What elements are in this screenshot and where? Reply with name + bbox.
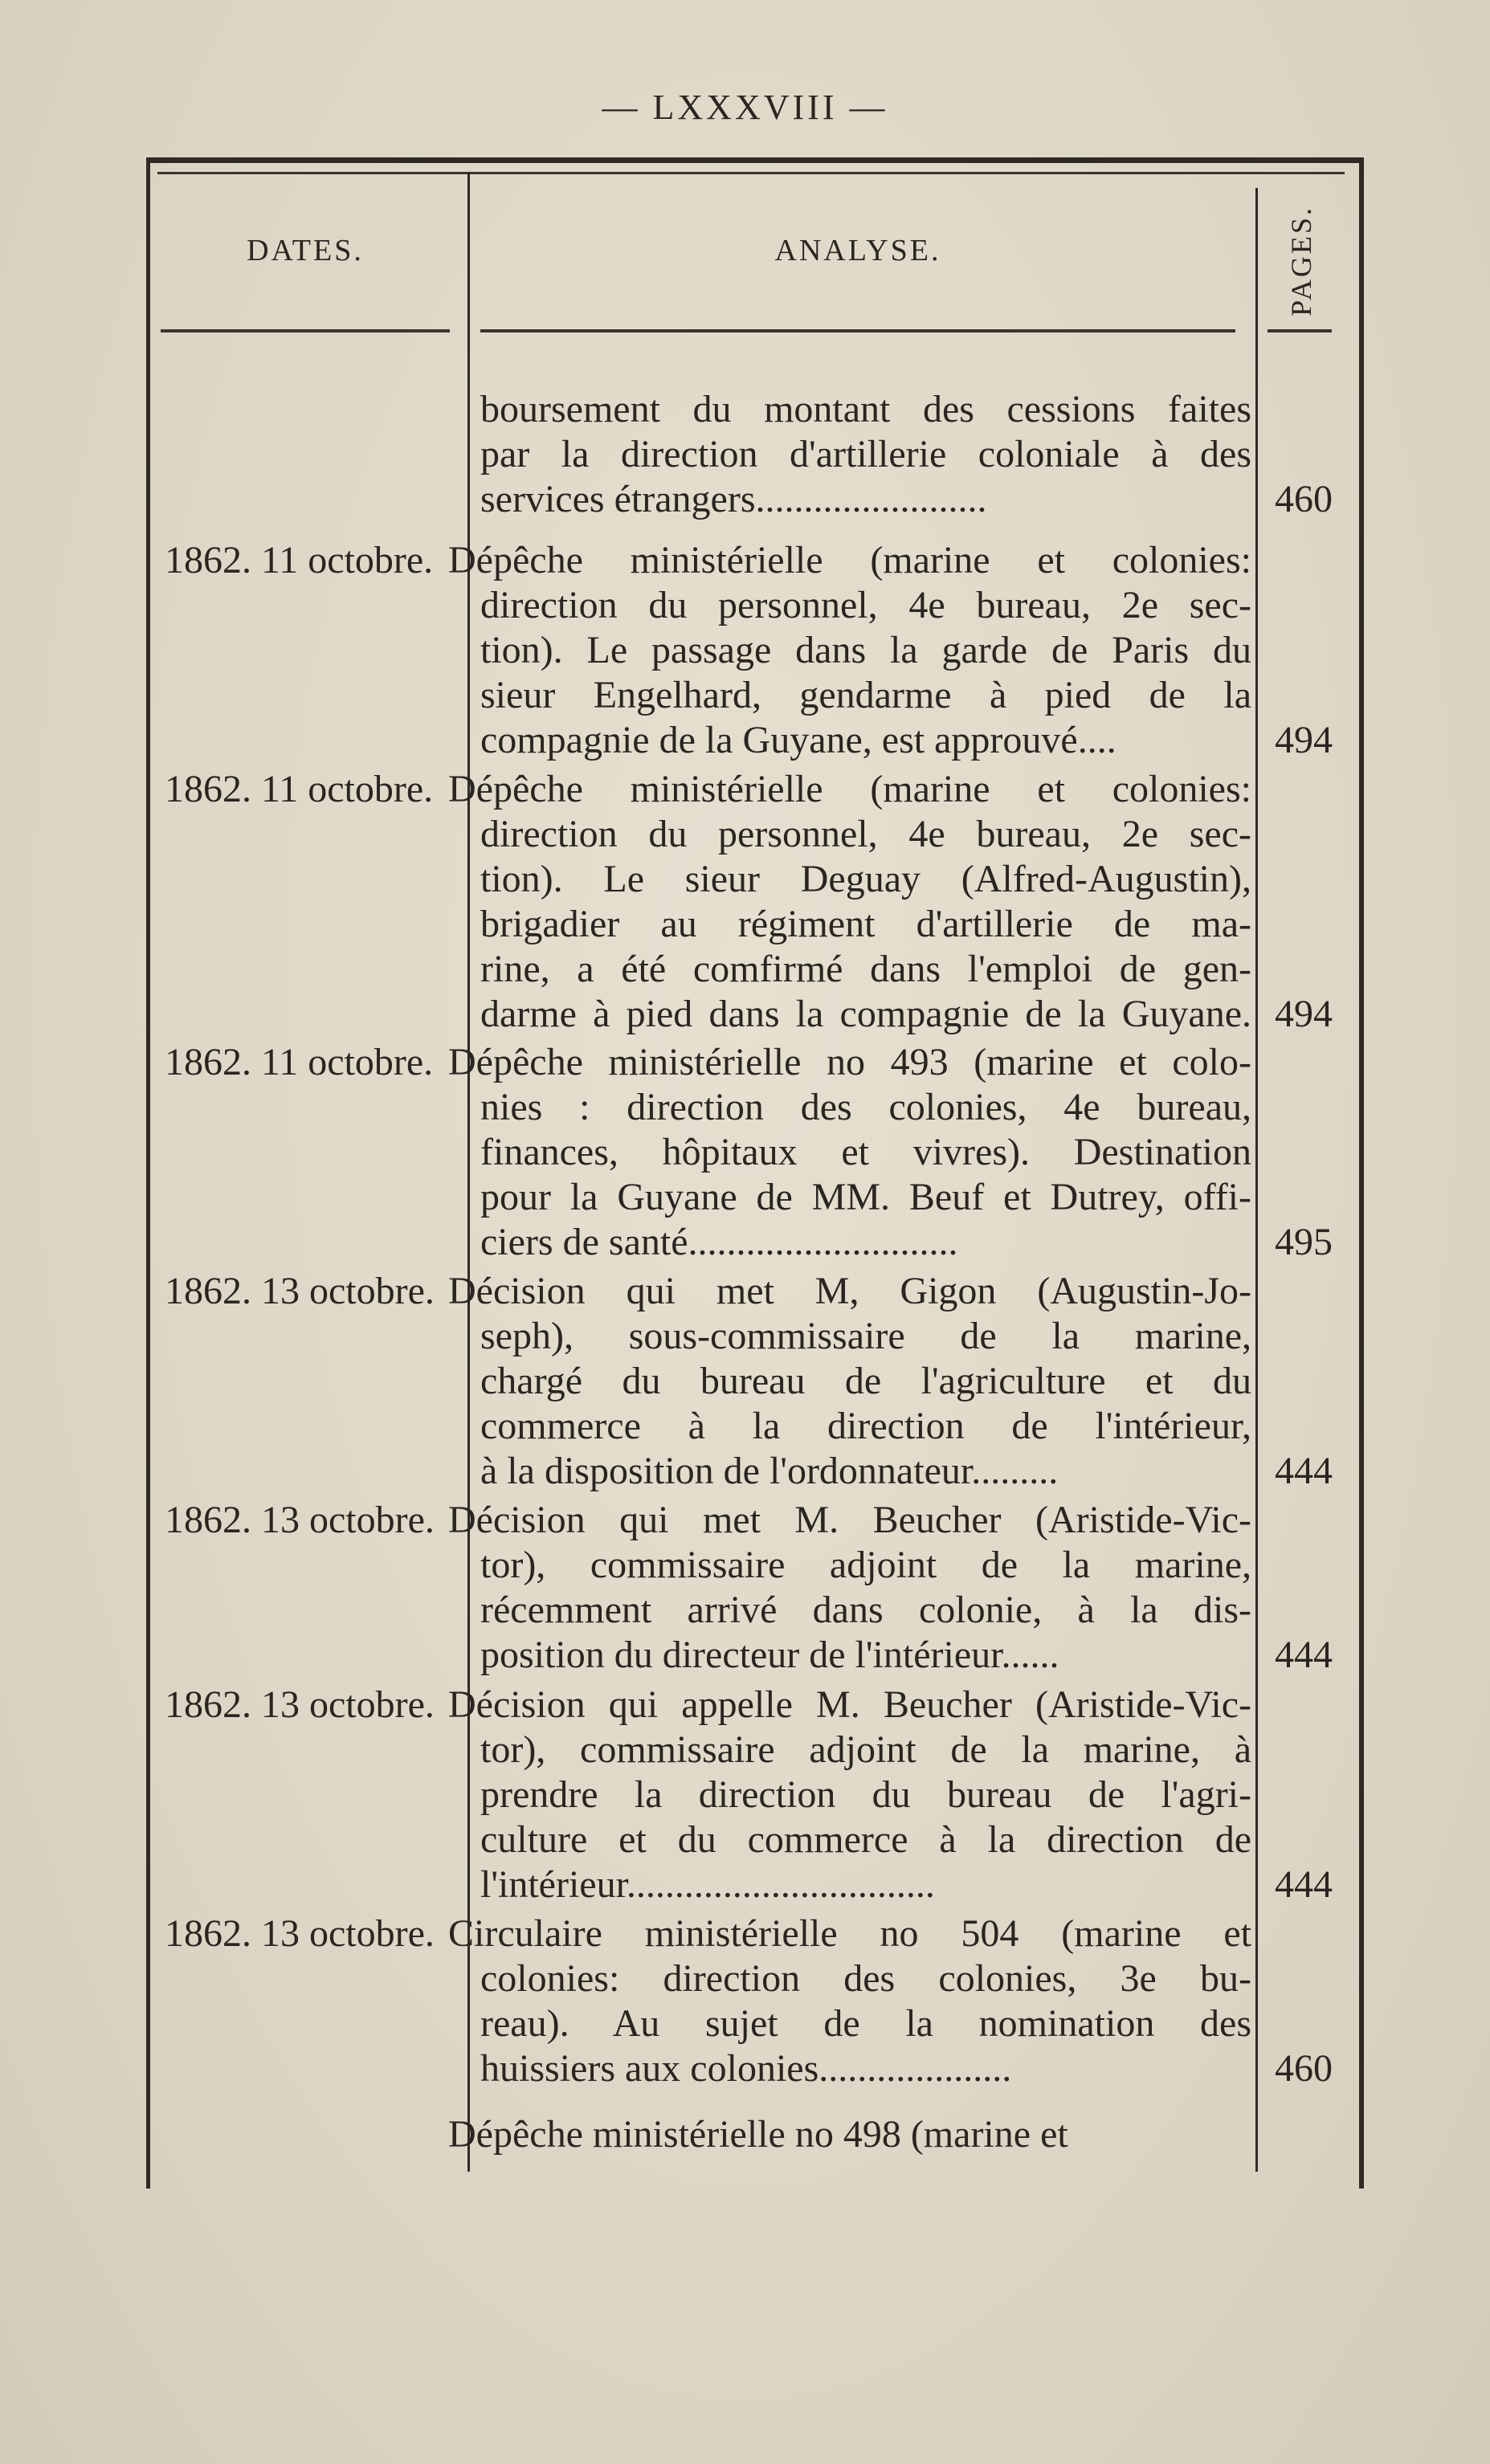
entry-date: 1862. 13 octobre.: [165, 1912, 435, 1955]
page-number: 460: [1275, 2047, 1333, 2090]
page-number: 494: [1275, 993, 1333, 1035]
analysis-text: Dépêche ministérielle (marine et colonies: direction du personnel, 4e bureau, 2e sec- tion). Le sieur Deguay (Alfred-Augustin), brigadier au régiment d'artillerie de ma- rine, a été comfirmé dans l'emploi de gen- darme à pied dans la compagnie de la Guyane.: [448, 768, 1251, 1035]
header-rule-top: [157, 172, 1345, 174]
analysis-text: Décision qui appelle M. Beucher (Aristide-Vic- tor), commissaire adjoint de la marine, à prendre la direction du bureau de l'agri- culture et du commerce à la direction de l'intérieur................................: [448, 1683, 1251, 1906]
header-dates: DATES.: [247, 234, 364, 267]
analysis-text: Circulaire ministérielle no 504 (marine et colonies: direction des colonies, 3e bu- reau). Au sujet de la nomination des huissiers aux colonies....................: [448, 1912, 1251, 2090]
entry-date: 1862. 13 octobre.: [165, 1270, 435, 1312]
analysis-text: Décision qui met M, Gigon (Augustin-Jo- seph), sous-commissaire de la marine, chargé du bureau de l'agriculture et du commerce à la direction de l'intérieur, à la disposition de l'ordonnateur.........: [448, 1270, 1251, 1492]
page-number: 460: [1275, 478, 1333, 520]
column-rule-pages: [1255, 188, 1258, 2172]
analysis-text: Décision qui met M. Beucher (Aristide-Vic- tor), commissaire adjoint de la marine, récemment arrivé dans colonie, à la dis- position du directeur de l'intérieur......: [448, 1499, 1251, 1676]
entry-date: 1862. 13 octobre.: [165, 1499, 435, 1541]
entry-date: 1862. 11 octobre.: [165, 768, 434, 810]
page-number: 495: [1275, 1221, 1333, 1263]
header-analyse: ANALYSE.: [774, 234, 941, 267]
analysis-text: Dépêche ministérielle no 493 (marine et colo- nies : direction des colonies, 4e bureau, finances, hôpitaux et vivres). Destination pour la Guyane de MM. Beuf et Dutrey, offi- ciers de santé............................: [448, 1041, 1251, 1263]
header-pages: PAGES.: [1285, 206, 1318, 316]
page-number: 494: [1275, 719, 1333, 761]
analysis-text: Dépêche ministérielle no 498 (marine et: [448, 2113, 1068, 2156]
analysis-text: boursement du montant des cessions faites par la direction d'artillerie coloniale à des services étrangers........................: [480, 388, 1251, 520]
page-number: 444: [1275, 1634, 1333, 1676]
entry-date: 1862. 13 octobre.: [165, 1683, 435, 1726]
page-number: 444: [1275, 1863, 1333, 1906]
header-rule-pages: [1268, 329, 1332, 332]
running-head: — LXXXVIII —: [602, 88, 888, 127]
entry-date: 1862. 11 octobre.: [165, 539, 434, 581]
page-number: 444: [1275, 1450, 1333, 1492]
column-rule-dates: [467, 172, 470, 2172]
header-rule-dates: [161, 329, 450, 332]
analysis-text: Dépêche ministérielle (marine et colonies: direction du personnel, 4e bureau, 2e sec- tion). Le passage dans la garde de Paris du sieur Engelhard, gendarme à pied de la compagnie de la Guyane, est approuvé....: [448, 539, 1251, 761]
entry-date: 1862. 11 octobre.: [165, 1041, 434, 1083]
header-rule-analyse: [480, 329, 1235, 332]
